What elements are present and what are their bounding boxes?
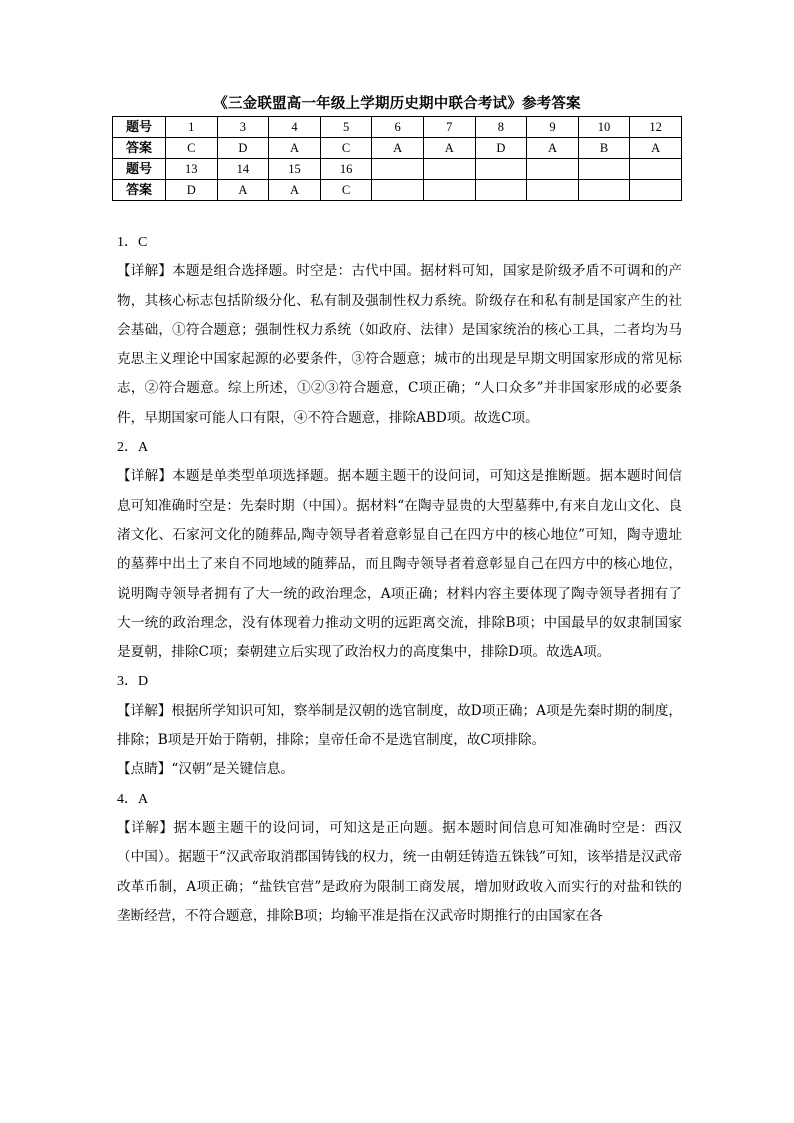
table-cell: C <box>320 138 372 159</box>
table-cell: A <box>269 180 321 201</box>
table-cell: 7 <box>423 117 475 138</box>
answer-table-row <box>113 138 682 159</box>
table-cell: 15 <box>269 159 321 180</box>
row-header: 题号 <box>113 159 166 180</box>
answer-table-row <box>113 117 682 138</box>
table-cell <box>630 159 682 180</box>
table-cell <box>475 159 527 180</box>
question-number: 1．C <box>117 235 148 250</box>
table-cell: 4 <box>269 117 321 138</box>
table-cell <box>630 180 682 201</box>
question-number: 3．D <box>117 674 149 690</box>
table-cell: 1 <box>166 117 218 138</box>
table-cell: 12 <box>630 117 682 138</box>
explanation-paragraph: 【详解】本题是组合选择题。时空是：古代中国。据材料可知，国家是阶级矛盾不可调和的产物，其核心标志包括阶级分化、私有制及强制性权力系统。阶级存在和私有制是国家产生的社会基础，①符合题意；强制性权力系统（如政府、法律）是国家统治的核心工具，二者均为马克思主义理论中国家起源的必要条件，③符合题意；城市的出现是早期文明国家形成的常见标志，②符合题意。综上所述，①②③符合题意，C项正确；“人口众多”并非国家形成的必要条件，早期国家可能人口有限，④不符合题意，排除ABD项。故选C项。 <box>117 263 682 426</box>
table-cell <box>527 180 579 201</box>
table-cell: D <box>166 180 218 201</box>
table-cell: D <box>475 138 527 159</box>
table-cell <box>423 159 475 180</box>
table-cell <box>372 180 424 201</box>
table-cell: D <box>217 138 269 159</box>
explanation-paragraph: 【详解】根据所学知识可知，察举制是汉朝的选官制度，故D项正确；A项是先秦时期的制度，排除；B项是开始于隋朝，排除；皇帝任命不是选官制度，故C项排除。 <box>117 702 682 749</box>
table-cell <box>372 159 424 180</box>
table-cell: B <box>578 138 630 159</box>
row-header: 答案 <box>113 180 166 201</box>
table-cell: 6 <box>372 117 424 138</box>
table-cell: 16 <box>320 159 372 180</box>
row-header: 题号 <box>113 117 166 138</box>
table-cell: A <box>269 138 321 159</box>
answer-explanations <box>117 228 682 931</box>
table-cell <box>423 180 475 201</box>
explanation-paragraph: 【详解】据本题主题干的设问词，可知这是正向题。据本题时间信息可知准确时空是：西汉（中国）。据题干“汉武帝取消郡国铸钱的权力，统一由朝廷铸造五铢钱”可知，该举措是汉武帝改革币制，A项正确；“盐铁官营”是政府为限制工商发展，增加财政收入而实行的对盐和铁的垄断经营，不符合题意，排除B项；均输平准是指在汉武帝时期推行的由国家在各 <box>117 819 682 924</box>
explanation-paragraph: 【点睛】“汉朝”是关键信息。 <box>117 761 295 778</box>
table-cell: A <box>372 138 424 159</box>
page-title: 《三金联盟高一年级上学期历史期中联合考试》参考答案 <box>213 95 581 112</box>
table-cell: A <box>630 138 682 159</box>
row-header: 答案 <box>113 138 166 159</box>
table-cell <box>527 159 579 180</box>
table-cell: 13 <box>166 159 218 180</box>
table-cell: C <box>166 138 218 159</box>
table-cell: 9 <box>527 117 579 138</box>
table-cell: 8 <box>475 117 527 138</box>
table-cell: 3 <box>217 117 269 138</box>
table-cell: 14 <box>217 159 269 180</box>
table-cell: A <box>423 138 475 159</box>
question-number: 2．A <box>117 440 149 456</box>
table-cell: 10 <box>578 117 630 138</box>
table-cell <box>578 180 630 201</box>
table-cell: C <box>320 180 372 201</box>
question-number: 4．A <box>117 791 149 807</box>
answer-table-row <box>113 180 682 201</box>
table-cell: A <box>527 138 579 159</box>
table-cell: 5 <box>320 117 372 138</box>
table-cell <box>578 159 630 180</box>
answer-table-row <box>113 159 682 180</box>
table-cell: A <box>217 180 269 201</box>
explanation-paragraph: 【详解】本题是单类型单项选择题。据本题主题干的设问词，可知这是推断题。据本题时间信息可知准确时空是：先秦时期（中国）。据材料“在陶寺显贵的大型墓葬中,有来自龙山文化、良渚文化、石家河文化的随葬品,陶寺领导者着意彰显自己在四方中的核心地位”可知，陶寺遗址的墓葬中出土了来自不同地域的随葬品，而且陶寺领导者着意彰显自己在四方中的核心地位，说明陶寺领导者拥有了大一统的政治理念，A项正确；材料内容主要体现了陶寺领导者拥有了大一统的政治理念，没有体现着力推动文明的远距离交流，排除B项；中国最早的奴隶制国家是夏朝，排除C项；秦朝建立后实现了政治权力的高度集中，排除D项。故选A项。 <box>117 468 682 661</box>
table-cell <box>475 180 527 201</box>
answer-table <box>112 116 682 201</box>
